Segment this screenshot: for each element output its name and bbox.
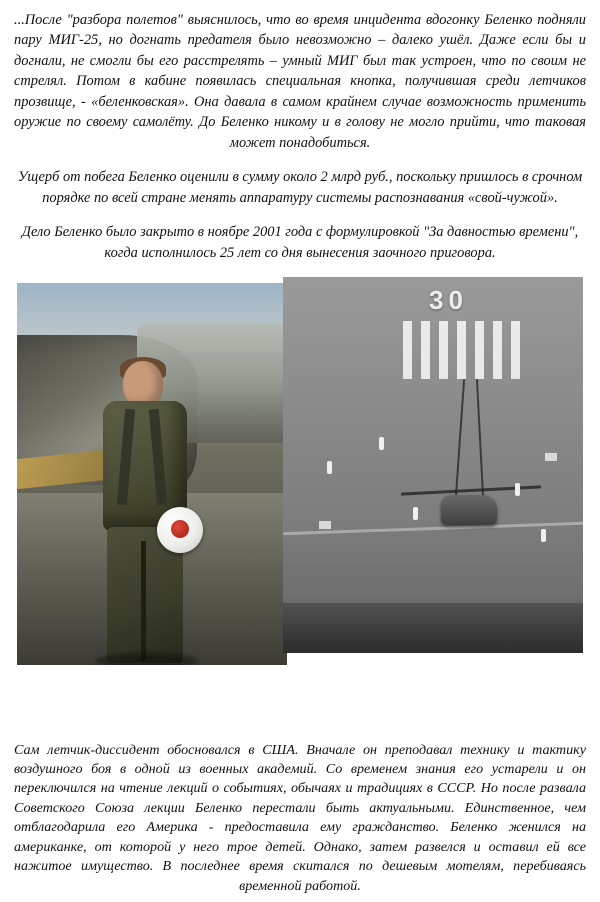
deck-stripe xyxy=(493,321,502,379)
helicopter xyxy=(441,495,497,525)
pilot-figure xyxy=(91,361,199,661)
deck-stripe xyxy=(511,321,520,379)
deck-stripe xyxy=(421,321,430,379)
paragraph-3: Дело Беленко было закрыто в ноябре 2001 года с формулировкой "За давностью времени", когда исполнилось 25 лет со дня вынесения заочного приговора. xyxy=(21,224,579,261)
pilot-shadow xyxy=(95,653,199,665)
deck-equipment xyxy=(319,521,331,529)
deck-stripe xyxy=(403,321,412,379)
deck-crew xyxy=(541,529,546,542)
deck-equipment xyxy=(545,453,557,461)
deck-stripe xyxy=(439,321,448,379)
deck-surface xyxy=(283,277,583,595)
photo-caption: Сам летчик-диссидент обосновался в США. Вначале он преподавал технику и тактику воздушного боя в одной из военных академий. Со временем знания его устарели и он переключился на чтение лекций о событиях, обычаях и традициях в СССР. Но после развала Советского Союза лекции Беленко перестали быть актуальными. Единственное, чем отблагодарила его Америка - предоставила ему гражданство. Беленко женился на американке, от которой у него трое детей. Однако, затем развелся и оставил ей все нажитое имущество. В последнее время скитался по дешевым мотелям, перебиваясь временной работой. xyxy=(14,741,586,894)
deck-crew xyxy=(515,483,520,496)
deck-crew xyxy=(413,507,418,520)
paragraph-1: ...После "разбора полетов" выяснилось, что во время инцидента вдогонку Беленко подняли пару МИГ-25, но догнать предателя было невозможно – далеко ушёл. Даже если бы и догнали, не смогли бы его расстрелять – умный МИГ был так устроен, что по своим не стрелял. Потом в кабине появилась специальная кнопка, получившая среди летчиков прозвище, - «беленковская». Она давала в самом крайнем случае возможность применить оружие по своему самолёту. До Беленко никому и в голову не могло прийти, что таковая может понадобиться. xyxy=(14,12,586,151)
deck-crew xyxy=(327,461,332,474)
deck-crew xyxy=(379,437,384,450)
paragraph-2: Ущерб от побега Беленко оценили в сумму около 2 млрд руб., поскольку пришлось в срочном порядке по всей стране менять аппаратуру системы распознавания «свой-чужой». xyxy=(17,169,583,206)
photo-pilot xyxy=(17,283,287,665)
sea-water xyxy=(283,593,583,653)
image-row xyxy=(14,277,586,669)
deck-stripe xyxy=(475,321,484,379)
deck-stripe xyxy=(457,321,466,379)
pilot-leg-gap xyxy=(141,541,146,661)
flight-helmet xyxy=(157,507,203,553)
photo-carrier-deck xyxy=(283,277,583,653)
deck-number: 30 xyxy=(429,284,468,315)
